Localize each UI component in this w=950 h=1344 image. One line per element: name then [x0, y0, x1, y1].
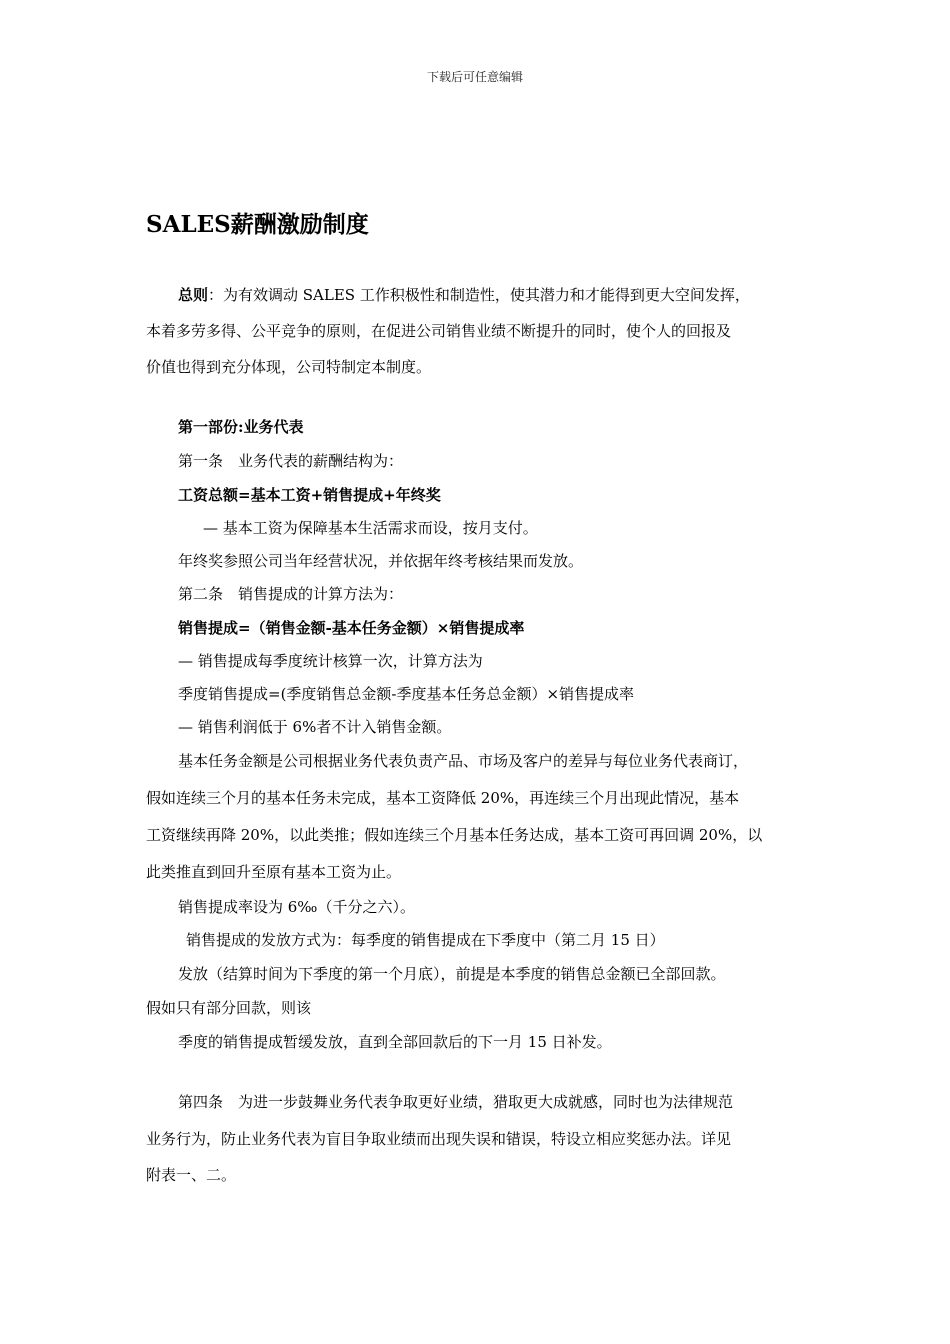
article-2: 第二条 销售提成的计算方法为：	[178, 585, 404, 603]
article-4-line-3: 附表一、二。	[146, 1166, 237, 1184]
payment-line-3: 假如只有部分回款，则该	[146, 999, 312, 1017]
quarterly-commission-formula: 季度销售提成=(季度销售总金额-季度基本任务总金额）×销售提成率	[178, 685, 635, 703]
article-1: 第一条 业务代表的薪酬结构为：	[178, 452, 404, 470]
task-para-line-2: 假如连续三个月的基本任务未完成，基本工资降低 20%，再连续三个月出现此情况，基本	[146, 789, 740, 807]
document-title: SALES薪酬激励制度	[146, 211, 369, 238]
task-para-line-4: 此类推直到回升至原有基本工资为止。	[146, 863, 402, 881]
general-line-3: 价值也得到充分体现，公司特制定本制度。	[146, 358, 432, 376]
commission-rate: 销售提成率设为 6‰（千分之六）。	[178, 898, 415, 916]
year-end-bonus-note: 年终奖参照公司当年经营状况，并依据年终考核结果而发放。	[178, 552, 584, 570]
part1-heading: 第一部份:业务代表	[178, 418, 304, 436]
salary-formula: 工资总额=基本工资+销售提成+年终奖	[178, 486, 441, 504]
commission-formula: 销售提成=（销售金额-基本任务金额）×销售提成率	[178, 619, 525, 637]
task-para-line-1: 基本任务金额是公司根据业务代表负责产品、市场及客户的差异与每位业务代表商订，	[178, 752, 749, 770]
payment-line-4: 季度的销售提成暂缓发放，直到全部回款后的下一月 15 日补发。	[178, 1033, 612, 1051]
payment-line-2: 发放（结算时间为下季度的第一个月底），前提是本季度的销售总金额已全部回款。	[178, 965, 726, 983]
general-text-1: ：为有效调动 SALES 工作积极性和制造性，使其潜力和才能得到更大空间发挥，	[208, 286, 750, 304]
payment-line-1: 销售提成的发放方式为：每季度的销售提成在下季度中（第二月 15 日）	[186, 931, 665, 949]
page-header: 下载后可任意编辑	[426, 70, 523, 84]
commission-quarterly-note: — 销售提成每季度统计核算一次，计算方法为	[178, 652, 483, 670]
general-line-1	[178, 285, 750, 305]
task-para-line-3: 工资继续再降 20%，以此类推；假如连续三个月基本任务达成，基本工资可再回调 20%，以	[146, 826, 763, 844]
article-4-line-2: 业务行为，防止业务代表为盲目争取业绩而出现失误和错误，特设立相应奖惩办法。详见	[146, 1130, 732, 1148]
article-4-line-1: 第四条 为进一步鼓舞业务代表争取更好业绩，猎取更大成就感，同时也为法律规范	[178, 1093, 734, 1111]
profit-threshold-note: — 销售利润低于 6%者不计入销售金额。	[178, 718, 452, 736]
base-salary-note: — 基本工资为保障基本生活需求而设，按月支付。	[203, 519, 538, 537]
general-label: 总则	[178, 286, 209, 304]
general-line-2: 本着多劳多得、公平竞争的原则，在促进公司销售业绩不断提升的同时，使个人的回报及	[146, 322, 732, 340]
